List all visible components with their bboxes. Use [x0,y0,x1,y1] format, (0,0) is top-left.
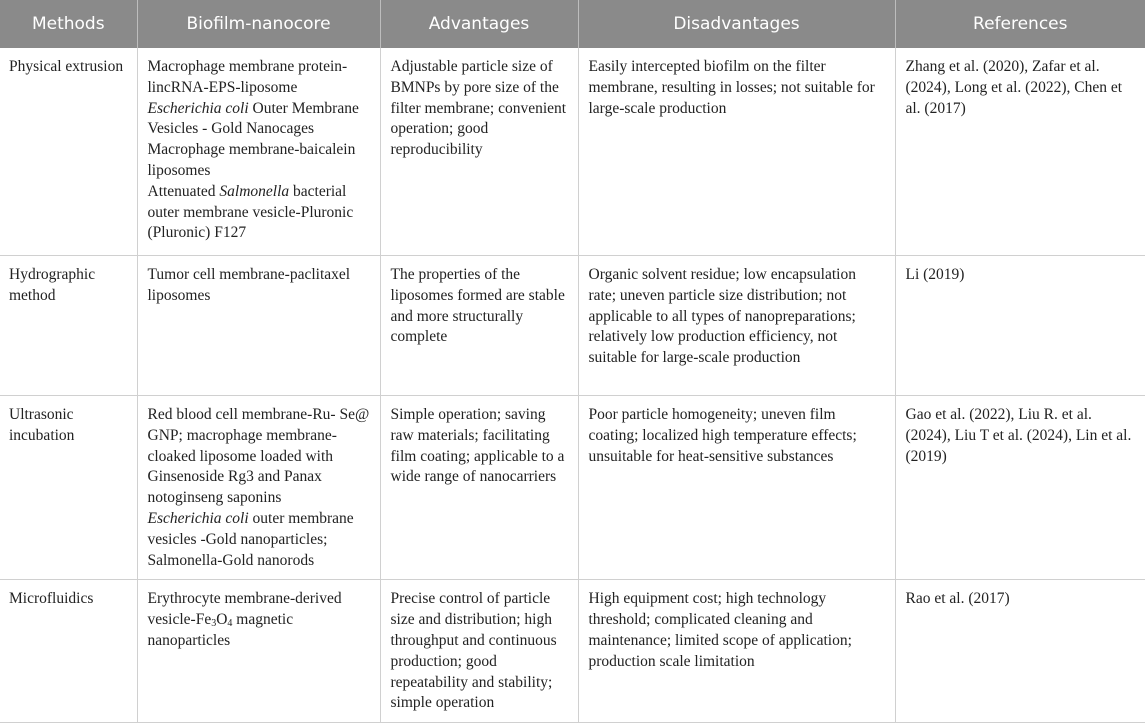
method-cell: Ultrasonic incubation [0,396,137,580]
advantages-cell: Adjustable particle size of BMNPs by pore size of the filter membrane; convenient operation; good reproducibility [380,48,578,256]
header-biofilm-nanocore: Biofilm-nanocore [137,0,380,48]
text-segment: Tumor cell membrane-paclitaxel liposomes [147,266,351,304]
biofilm-nanocore-cell [137,256,380,396]
method-cell: Microfluidics [0,580,137,723]
text-segment: O [216,611,228,629]
text-segment: Attenuated [147,182,220,200]
nanocore-line [148,509,370,571]
method-cell: Hydrographic method [0,256,137,396]
text-segment: Red blood cell membrane-Ru- Se@ GNP; macrophage membrane-cloaked liposome loaded with Ginsenoside Rg3 and Panax notoginseng saponins [147,406,370,507]
table-row [0,256,1145,396]
species-name: Escherichia coli [147,509,249,527]
disadvantages-cell: Poor particle homogeneity; uneven film coating; localized high temperature effects; unsuitable for heat-sensitive substances [578,396,895,580]
species-name: Salmonella [219,182,290,200]
header-disadvantages: Disadvantages [578,0,895,48]
text-segment: magnetic nanoparticles [147,611,294,649]
references-cell: Li (2019) [895,256,1145,396]
text-segment: Outer Membrane Vesicles - Gold Nanocages [147,99,359,138]
nanocore-line [148,99,370,141]
table-row [0,396,1145,580]
text-segment: bacterial outer membrane vesicle-Pluronic (Pluronic) F127 [147,182,354,242]
disadvantages-cell: Organic solvent residue; low encapsulation rate; uneven particle size distribution; not applicable to all types of nanopreparations; relatively low production efficiency, not suitable for large-scale production [578,256,895,396]
nanocore-line [148,265,370,307]
text-segment: outer membrane vesicles -Gold nanoparticles; Salmonella-Gold nanorods [147,509,354,569]
nanocore-line [148,589,370,651]
advantages-cell: The properties of the liposomes formed are stable and more structurally complete [380,256,578,396]
subscript: 4 [227,618,233,630]
header-row [0,0,1145,48]
advantages-cell: Precise control of particle size and distribution; high throughput and continuous production; good repeatability and stability; simple operation [380,580,578,723]
biofilm-nanocore-cell [137,396,380,580]
nanocore-line [148,182,370,244]
text-segment: Macrophage membrane protein-lincRNA-EPS-liposome [147,58,348,96]
disadvantages-cell: High equipment cost; high technology threshold; complicated cleaning and maintenance; limited scope of application; production scale limitation [578,580,895,723]
references-cell: Rao et al. (2017) [895,580,1145,723]
disadvantages-cell: Easily intercepted biofilm on the filter membrane, resulting in losses; not suitable for large-scale production [578,48,895,256]
advantages-cell: Simple operation; saving raw materials; facilitating film coating; applicable to a wide range of nanocarriers [380,396,578,580]
header-references: References [895,0,1145,48]
biofilm-nanocore-cell [137,580,380,723]
text-segment: Macrophage membrane-baicalein liposomes [147,141,356,179]
header-methods: Methods [0,0,137,48]
biofilm-nanocore-cell [137,48,380,256]
references-cell: Zhang et al. (2020), Zafar et al. (2024), Long et al. (2022), Chen et al. (2017) [895,48,1145,256]
references-cell: Gao et al. (2022), Liu R. et al. (2024), Liu T et al. (2024), Lin et al. (2019) [895,396,1145,580]
text-segment: Erythrocyte membrane-derived vesicle-Fe [147,590,342,629]
nanocore-line [148,140,370,182]
nanocore-line [148,57,370,99]
subscript: 3 [211,618,217,630]
method-cell: Physical extrusion [0,48,137,256]
header-advantages: Advantages [380,0,578,48]
table-row [0,580,1145,723]
species-name: Escherichia coli [147,99,249,117]
table-row [0,48,1145,256]
nanocore-line [148,405,370,509]
